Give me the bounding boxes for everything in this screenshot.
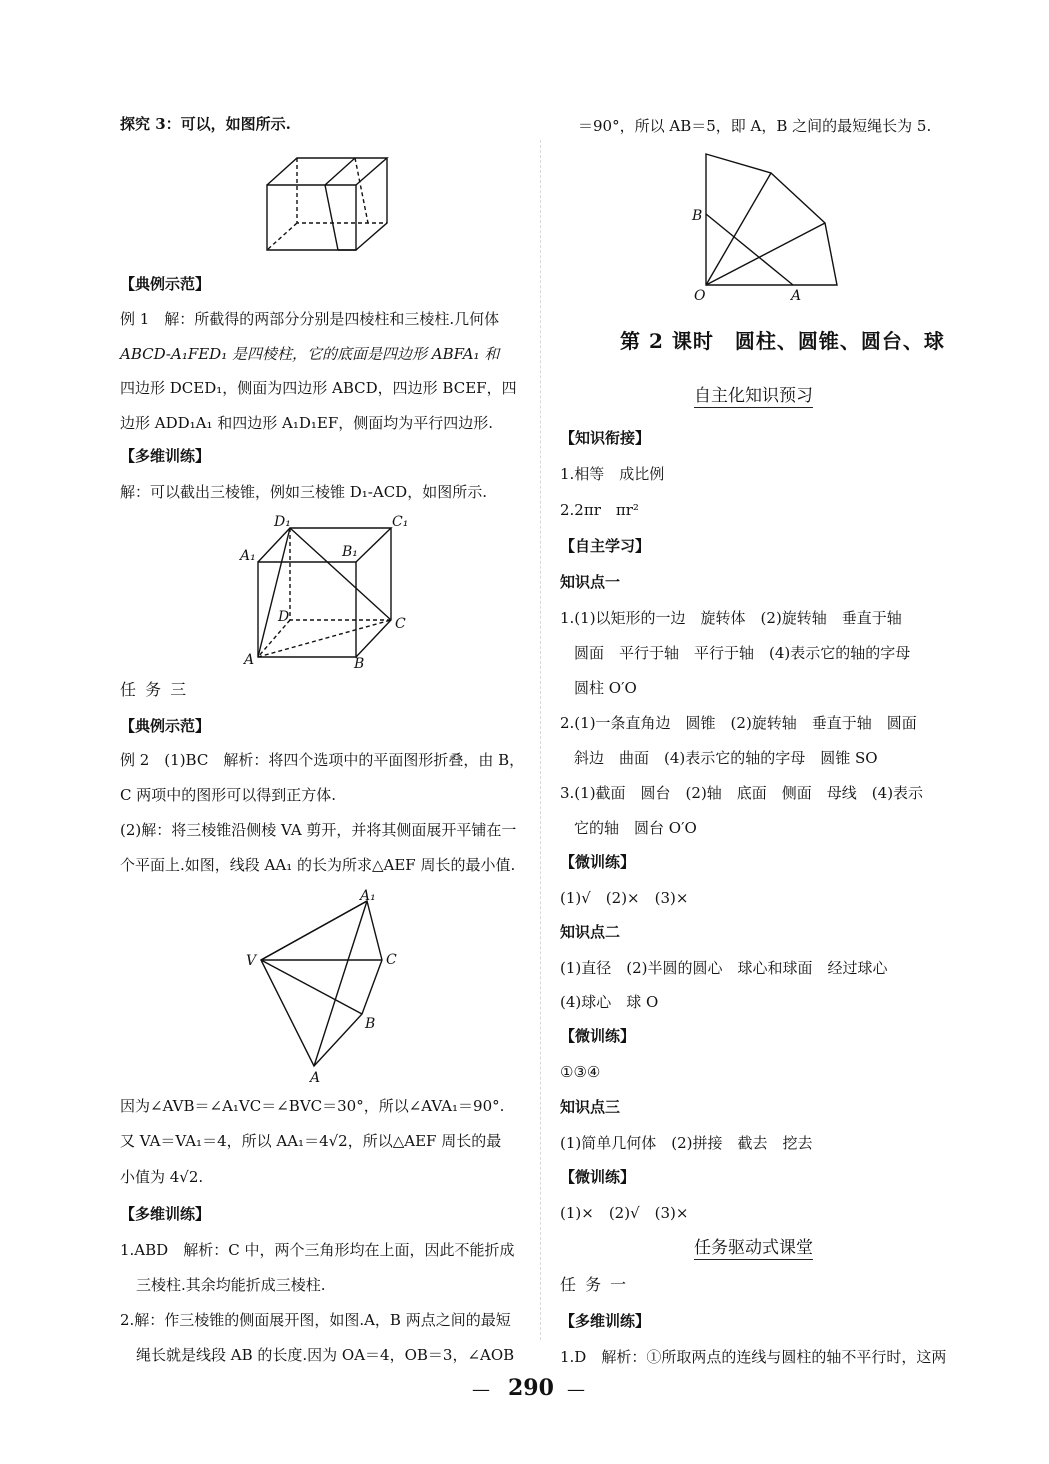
training-1-line2: 三棱柱.其余均能折成三棱柱. [136,1276,326,1294]
section-title-classroom: 任务驱动式课堂 [694,1238,813,1258]
label-A1: A₁ [240,548,256,564]
micro-training-2-answer: ①③④ [560,1063,601,1081]
net-vb [261,960,362,1014]
page-dash-right: — [567,1379,585,1400]
box-cut-line [325,158,356,250]
point-three-line1: (1)简单几何体 (2)拼接 截去 挖去 [560,1134,813,1152]
point-two-line2: (4)球心 球 O [560,993,659,1011]
label-A: A [244,652,255,668]
sector-label-A: A [791,288,802,304]
lesson-title: 第 2 课时 圆柱、圆锥、圆台、球 [620,329,945,353]
example-2-line4: 个平面上.如图，线段 AA₁ 的长为所求△AEF 周长的最小值. [120,856,516,874]
heading-example-demo-2: 【典例示范】 [120,717,211,735]
example-1-line1: 例 1 解：所截得的两部分分别是四棱柱和三棱柱.几何体 [120,310,500,328]
section-title-preview: 自主化知识预习 [694,386,813,406]
point-two-title: 知识点二 [560,923,621,941]
page-dash-left: — [472,1379,490,1400]
micro-training-3-answer: (1)× (2)√ (3)× [560,1204,689,1222]
heading-micro-training-3: 【微训练】 [560,1168,636,1186]
knowledge-link-2: 2.2πr πr² [560,501,639,519]
task-one-answer-1: 1.D 解析：①所取两点的连线与圆柱的轴不平行时，这两 [560,1348,947,1366]
heading-micro-training-1: 【微训练】 [560,853,636,871]
sector-label-B: B [692,208,703,224]
example-1-line2: ABCD-A₁FED₁ 是四棱柱，它的底面是四边形 ABFA₁ 和 [120,345,500,363]
label-D: D [278,609,290,625]
net-label-A1: A₁ [360,888,376,904]
box-front-face [267,185,356,250]
figure-sector-net [690,148,850,308]
explore-3-answer: 探究 3：可以，如图所示. [120,115,291,133]
point-one-title: 知识点一 [560,573,621,591]
point-one-line7: 它的轴 圆台 O′O [574,819,697,837]
label-B: B [354,656,365,670]
box-top-face [267,158,387,185]
example-1-line4: 边形 ADD₁A₁ 和四边形 A₁D₁EF，侧面均为平行四边形. [120,414,494,432]
box-hidden-edges [267,158,387,250]
example-2-line6: 又 VA＝VA₁＝4，所以 AA₁＝4√2，所以△AEF 周长的最 [120,1132,502,1150]
example-1-line3: 四边形 DCED₁，侧面为四边形 ABCD，四边形 BCEF，四 [120,379,517,397]
heading-knowledge-link: 【知识衔接】 [560,429,651,447]
point-one-line5: 斜边 曲面 (4)表示它的轴的字母 圆锥 SO [574,749,878,767]
label-B1: B₁ [342,544,358,560]
label-D1: D₁ [274,514,291,530]
example-2-line1: 例 2 (1)BC 解析：将四个选项中的平面图形折叠，由 B， [120,751,525,769]
heading-micro-training-2: 【微训练】 [560,1027,636,1045]
heading-example-demo: 【典例示范】 [120,275,211,293]
figure-pyramid-net [244,888,404,1084]
example-2-line2: C 两项中的图形可以得到正方体. [120,786,337,804]
heading-multi-training: 【多维训练】 [120,447,211,465]
cube-top-face [258,528,391,562]
sector-label-O: O [694,288,706,304]
figure-box-cut [262,155,394,255]
net-label-A: A [310,1070,321,1084]
training-2-line3: ＝90°，所以 AB＝5，即 A，B 之间的最短绳长为 5. [578,117,932,135]
net-label-C: C [386,952,397,968]
label-C: C [395,616,406,632]
net-label-V: V [246,953,257,969]
point-one-line2: 圆面 平行于轴 平行于轴 (4)表示它的轴的字母 [574,644,911,662]
label-C1: C₁ [392,514,409,530]
micro-training-1-answer: (1)√ (2)× (3)× [560,889,689,907]
example-2-line7: 小值为 4√2. [120,1168,204,1186]
training-1-line1: 1.ABD 解析：C 中，两个三角形均在上面，因此不能折成 [120,1241,515,1259]
point-two-line1: (1)直径 (2)半圆的圆心 球心和球面 经过球心 [560,959,888,977]
figure-cube-pyramid [238,512,418,670]
net-label-B: B [365,1016,376,1032]
training-2-line2: 绳长就是线段 AB 的长度.因为 OA＝4，OB＝3，∠AOB [136,1346,515,1364]
pyramid-hidden-ac [258,620,391,657]
training-answer: 解：可以截出三棱锥，例如三棱锥 D₁-ACD，如图所示. [120,483,487,501]
point-three-title: 知识点三 [560,1098,621,1116]
sector-outline [706,154,837,285]
column-divider [540,140,541,1340]
task-one-title: 任 务 一 [560,1275,629,1294]
point-one-line1: 1.(1)以矩形的一边 旋转体 (2)旋转轴 垂直于轴 [560,609,902,627]
point-one-line3: 圆柱 O′O [574,679,637,697]
heading-multi-training-2: 【多维训练】 [120,1205,211,1223]
example-2-line5: 因为∠AVB＝∠A₁VC＝∠BVC＝30°，所以∠AVA₁＝90°. [120,1097,505,1115]
task-three-title: 任 务 三 [120,680,189,699]
heading-self-study: 【自主学习】 [560,537,651,555]
sector-line-1 [706,214,793,285]
training-2-line1: 2.解：作三棱锥的侧面展开图，如图.A，B 两点之间的最短 [120,1311,511,1329]
page-number: 290 [508,1375,554,1401]
point-one-line6: 3.(1)截面 圆台 (2)轴 底面 侧面 母线 (4)表示 [560,784,924,802]
knowledge-link-1: 1.相等 成比例 [560,465,665,483]
example-2-line3: (2)解：将三棱锥沿侧棱 VA 剪开，并将其侧面展开平铺在一 [120,821,517,839]
point-one-line4: 2.(1)一条直角边 圆锥 (2)旋转轴 垂直于轴 圆面 [560,714,917,732]
heading-multi-training-3: 【多维训练】 [560,1312,651,1330]
